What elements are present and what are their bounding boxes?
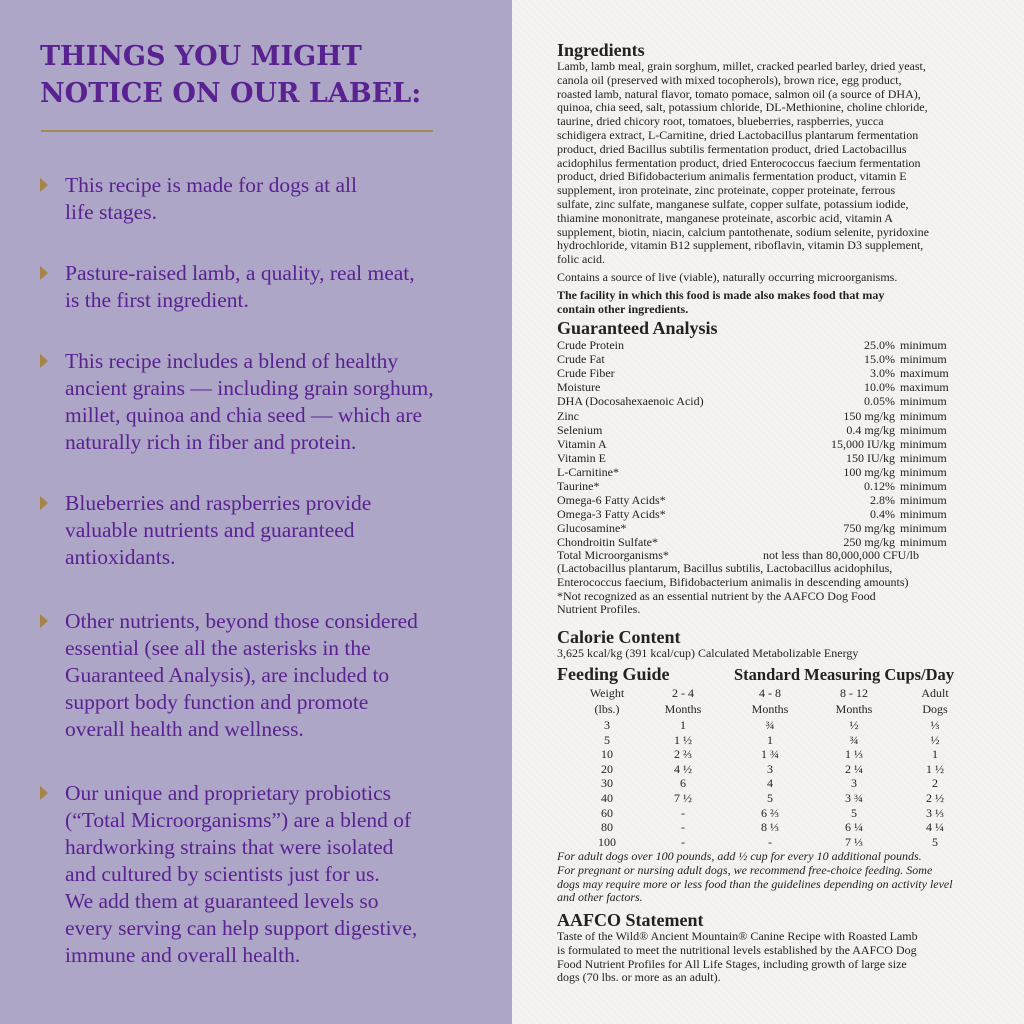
ingredients-line: hydrochloride, vitamin B12 supplement, riboflavin, vitamin D3 supplement, xyxy=(557,238,924,253)
feeding-row xyxy=(557,733,987,747)
feeding-cell: 4 ½ xyxy=(674,761,692,776)
micro-strain-line: (Lactobacillus plantarum, Bacillus subtilis, Lactobacillus acidophilus, xyxy=(557,561,893,575)
facility-line: contain other ingredients. xyxy=(557,301,689,316)
feeding-cell: 5 xyxy=(767,791,773,805)
analysis-value: 150 mg/kg xyxy=(843,408,895,423)
analysis-qual: minimum xyxy=(900,479,947,493)
feeding-header xyxy=(557,664,997,686)
feeding-cell: 1 ½ xyxy=(926,761,944,776)
bullet-item xyxy=(40,348,490,456)
analysis-name: Selenium xyxy=(557,422,603,437)
feeding-subheading: Standard Measuring Cups/Day xyxy=(734,665,955,684)
analysis-qual: minimum xyxy=(900,493,947,508)
micro-row xyxy=(557,548,997,562)
feeding-row xyxy=(557,762,987,776)
bullet-line: antioxidants. xyxy=(65,545,176,569)
feeding-cell: 7 ⅓ xyxy=(845,834,863,849)
feeding-cell: 3 ⅓ xyxy=(926,805,944,820)
feeding-cell: ¾ xyxy=(765,718,775,732)
facility-line: The facility in which this food is made also makes food that may xyxy=(557,287,885,302)
analysis-value: 25.0% xyxy=(864,338,895,352)
feeding-row xyxy=(557,718,987,732)
feeding-cell: 7 ½ xyxy=(674,791,692,805)
facility-note xyxy=(557,289,997,317)
analysis-qual: minimum xyxy=(900,507,947,522)
feeding-cell: (lbs.) xyxy=(594,702,620,716)
title-divider xyxy=(41,130,433,132)
bullet-line: Pasture-raised lamb, a quality, real meat, xyxy=(65,261,415,285)
feeding-cell: 5 xyxy=(604,732,610,747)
analysis-name: Crude Fiber xyxy=(557,366,615,381)
analysis-qual: minimum xyxy=(900,422,947,437)
footnote-line: *Not recognized as an essential nutrient by the AAFCO Dog Food xyxy=(557,588,876,603)
bullet-line: Other nutrients, beyond those considered xyxy=(65,609,418,633)
bullet-item xyxy=(40,608,490,743)
feeding-cell: 60 xyxy=(601,805,613,820)
ingredients-heading: Ingredients xyxy=(557,40,645,60)
analysis-value: 15,000 IU/kg xyxy=(831,436,895,451)
ingredients-line: product, dried Bacillus subtilis fermentation product, dried Lactobacillus xyxy=(557,141,907,156)
micro-name: Total Microorganisms* xyxy=(557,548,669,562)
bullet-line: We add them at guaranteed levels so xyxy=(65,889,379,913)
bullet-line: valuable nutrients and guaranteed xyxy=(65,518,355,542)
feeding-cell: - xyxy=(681,834,685,849)
analysis-heading: Guaranteed Analysis xyxy=(557,318,718,338)
ingredients-line: canola oil (preserved with mixed tocopherols), brown rice, egg product, xyxy=(557,72,902,87)
aafco-line: dogs (70 lbs. or more as an adult). xyxy=(557,970,721,985)
bullet-item xyxy=(40,780,490,969)
analysis-qual: minimum xyxy=(900,521,947,536)
analysis-section xyxy=(557,318,997,617)
bullet-item xyxy=(40,260,490,314)
feeding-notes xyxy=(557,850,997,905)
analysis-row xyxy=(557,423,957,437)
feeding-cell: 100 xyxy=(598,834,616,849)
bullet-line: millet, quinoa and chia seed — which are xyxy=(65,403,423,427)
analysis-value: 10.0% xyxy=(864,380,895,395)
feeding-cell: 30 xyxy=(601,776,613,791)
analysis-value: 0.4% xyxy=(870,507,895,522)
ingredients-line: taurine, dried chicory root, tomatoes, blueberries, raspberries, yucca xyxy=(557,114,884,129)
bullet-line: ancient grains — including grain sorghum, xyxy=(65,376,434,400)
analysis-table xyxy=(557,338,997,548)
feeding-cell: Months xyxy=(835,702,873,716)
feeding-row xyxy=(557,835,987,849)
ingredients-line: quinoa, chia seed, salt, potassium chloride, DL-Methionine, choline chloride, xyxy=(557,100,928,115)
feeding-cell: - xyxy=(681,805,685,820)
ingredients-section xyxy=(557,40,997,316)
feeding-cell: Months xyxy=(664,702,702,716)
feeding-cell: 1 xyxy=(767,732,773,747)
aafco-line: Food Nutrient Profiles for All Life Stages, including growth of large size xyxy=(557,956,907,971)
feeding-cell: Months xyxy=(751,702,789,716)
feeding-table xyxy=(557,686,997,854)
analysis-name: Omega-3 Fatty Acids* xyxy=(557,507,666,522)
feeding-cell: 4 xyxy=(767,776,773,791)
feeding-cell: 1 xyxy=(680,718,686,732)
analysis-value: 3.0% xyxy=(870,366,895,381)
analysis-row xyxy=(557,394,957,408)
bullet-line: every serving can help support digestive, xyxy=(65,916,418,940)
feeding-cell: 40 xyxy=(601,791,613,805)
analysis-name: Crude Fat xyxy=(557,352,605,367)
feeding-cell: - xyxy=(681,820,685,835)
analysis-row xyxy=(557,352,957,366)
analysis-qual: minimum xyxy=(900,436,947,451)
analysis-value: 750 mg/kg xyxy=(843,521,895,536)
feeding-cell: 10 xyxy=(601,747,613,762)
feeding-cell: 2 ⅔ xyxy=(674,747,692,762)
analysis-name: Vitamin E xyxy=(557,450,606,465)
feeding-row xyxy=(557,791,987,805)
feeding-row xyxy=(557,747,987,761)
analysis-name: Zinc xyxy=(557,408,579,423)
feeding-cell: 1 xyxy=(932,747,938,762)
bullet-arrow-icon xyxy=(40,266,48,280)
analysis-row xyxy=(557,465,957,479)
bullet-line: (“Total Microorganisms”) are a blend of xyxy=(65,808,412,832)
analysis-name: Taurine* xyxy=(557,479,600,493)
feeding-cell: Weight xyxy=(589,686,625,700)
bullet-line: Guaranteed Analysis), are included to xyxy=(65,663,390,687)
analysis-value: 15.0% xyxy=(864,352,895,367)
bullet-line: This recipe includes a blend of healthy xyxy=(65,349,399,373)
feeding-cell: 1 ⅓ xyxy=(845,747,863,762)
bullet-line: Our unique and proprietary probiotics xyxy=(65,781,391,805)
analysis-name: L-Carnitine* xyxy=(557,464,619,479)
micro-strains xyxy=(557,562,997,590)
ingredients-text xyxy=(557,60,997,267)
bullet-line: hardworking strains that were isolated xyxy=(65,835,394,859)
ingredients-line: sulfate, zinc sulfate, manganese sulfate, copper sulfate, potassium iodide, xyxy=(557,196,909,211)
ingredients-line: product, dried Bifidobacterium animalis fermentation product, vitamin E xyxy=(557,169,907,184)
bullet-line: overall health and wellness. xyxy=(65,717,304,741)
bullet-line: support body function and promote xyxy=(65,690,369,714)
bullet-item xyxy=(40,490,490,571)
left-title-line: NOTICE ON OUR LABEL: xyxy=(40,78,422,109)
analysis-name: Chondroitin Sulfate* xyxy=(557,535,658,550)
analysis-row xyxy=(557,409,957,423)
feeding-cell: 2 ½ xyxy=(926,791,944,805)
feeding-note-line: and other factors. xyxy=(557,890,643,905)
feeding-note-line: For adult dogs over 100 pounds, add ½ cup for every 10 additional pounds. xyxy=(557,849,922,863)
feeding-cell: 1 ¾ xyxy=(761,747,779,762)
analysis-name: Glucosamine* xyxy=(557,521,627,536)
analysis-name: Crude Protein xyxy=(557,338,624,352)
ingredients-line: supplement, iron proteinate, zinc proteinate, copper proteinate, ferrous xyxy=(557,183,896,198)
aafco-line: is formulated to meet the nutritional levels established by the AAFCO Dog xyxy=(557,942,917,957)
analysis-name: Vitamin A xyxy=(557,436,607,451)
analysis-row xyxy=(557,479,957,493)
feeding-row xyxy=(557,820,987,834)
feeding-cell: 3 xyxy=(851,776,857,791)
feeding-cell: 80 xyxy=(601,820,613,835)
micro-strain-line: Enterococcus faecium, Bifidobacterium animalis in descending amounts) xyxy=(557,574,909,589)
analysis-value: 150 IU/kg xyxy=(846,450,895,465)
feeding-cell: 2 xyxy=(932,776,938,791)
analysis-qual: maximum xyxy=(900,366,949,381)
analysis-name: Moisture xyxy=(557,380,601,395)
analysis-qual: minimum xyxy=(900,464,947,479)
feeding-cell: ½ xyxy=(849,718,859,732)
analysis-row xyxy=(557,451,957,465)
analysis-row xyxy=(557,507,957,521)
analysis-value: 0.05% xyxy=(864,394,895,409)
feeding-cell: Adult xyxy=(921,686,949,700)
feeding-cell: 3 xyxy=(767,761,773,776)
analysis-value: 0.12% xyxy=(864,479,895,493)
feeding-cell: 6 xyxy=(680,776,686,791)
feeding-header-row xyxy=(557,686,987,700)
analysis-qual: minimum xyxy=(900,450,947,465)
analysis-row xyxy=(557,521,957,535)
ingredients-line: folic acid. xyxy=(557,252,605,267)
feeding-cell: 3 xyxy=(604,718,610,732)
feeding-cell: 4 - 8 xyxy=(759,686,781,700)
feeding-row xyxy=(557,806,987,820)
calorie-text: 3,625 kcal/kg (391 kcal/cup) Calculated Metabolizable Energy xyxy=(557,646,859,660)
bullet-line: naturally rich in fiber and protein. xyxy=(65,430,357,454)
aafco-text xyxy=(557,930,997,985)
bullet-arrow-icon xyxy=(40,178,48,192)
analysis-row xyxy=(557,380,957,394)
analysis-qual: minimum xyxy=(900,394,947,409)
feeding-cell: 4 ¼ xyxy=(926,820,944,835)
bullet-line: This recipe is made for dogs at all xyxy=(65,173,357,197)
feeding-header-row xyxy=(557,702,987,716)
analysis-qual: minimum xyxy=(900,535,947,550)
left-title-line: THINGS YOU MIGHT xyxy=(40,41,362,72)
feeding-cell: 2 - 4 xyxy=(672,686,694,700)
calorie-heading: Calorie Content xyxy=(557,627,681,647)
bullet-arrow-icon xyxy=(40,786,48,800)
ingredients-line: thiamine mononitrate, manganese proteinate, ascorbic acid, vitamin A xyxy=(557,210,893,225)
analysis-value: 2.8% xyxy=(870,493,895,508)
feeding-note-line: dogs may require more or less food than the guidelines depending on activity level xyxy=(557,876,953,891)
aafco-line: Taste of the Wild® Ancient Mountain® Canine Recipe with Roasted Lamb xyxy=(557,929,918,943)
ingredients-line: Lamb, lamb meal, grain sorghum, millet, cracked pearled barley, dried yeast, xyxy=(557,59,926,73)
feeding-heading: Feeding Guide xyxy=(557,664,670,684)
feeding-cell: - xyxy=(768,834,772,849)
feeding-cell: 5 xyxy=(932,834,938,849)
feeding-cell: 6 ¼ xyxy=(845,820,863,835)
bullet-line: Blueberries and raspberries provide xyxy=(65,491,372,515)
feeding-cell: ⅓ xyxy=(930,718,940,732)
feeding-cell: ½ xyxy=(930,732,940,747)
bullet-line: life stages. xyxy=(65,200,157,224)
bullet-item xyxy=(40,172,490,226)
bullet-line: is the first ingredient. xyxy=(65,288,249,312)
aafco-heading: AAFCO Statement xyxy=(557,910,704,930)
ingredients-line: roasted lamb, natural flavor, tomato pomace, salmon oil (a source of DHA), xyxy=(557,86,921,101)
analysis-qual: minimum xyxy=(900,408,947,423)
feeding-cell: ¾ xyxy=(849,732,859,747)
probiotic-note: Contains a source of live (viable), naturally occurring microorganisms. xyxy=(557,269,898,284)
ingredients-line: acidophilus fermentation product, dried Enterococcus faecium fermentation xyxy=(557,155,921,170)
feeding-cell: Dogs xyxy=(922,702,948,716)
feeding-row xyxy=(557,776,987,790)
analysis-footnote xyxy=(557,590,997,618)
analysis-row xyxy=(557,338,957,352)
analysis-name: DHA (Docosahexaenoic Acid) xyxy=(557,394,704,409)
feeding-cell: 1 ½ xyxy=(674,732,692,747)
analysis-value: 0.4 mg/kg xyxy=(846,422,895,437)
feeding-cell: 2 ¼ xyxy=(845,761,863,776)
feeding-cell: 6 ⅔ xyxy=(761,805,779,820)
feeding-cell: 8 - 12 xyxy=(840,686,868,700)
bullet-arrow-icon xyxy=(40,354,48,368)
analysis-value: 250 mg/kg xyxy=(843,535,895,550)
footnote-line: Nutrient Profiles. xyxy=(557,602,641,617)
calorie-section xyxy=(557,627,997,661)
bullet-line: essential (see all the asterisks in the xyxy=(65,636,371,660)
analysis-qual: minimum xyxy=(900,352,947,367)
analysis-name: Omega-6 Fatty Acids* xyxy=(557,493,666,508)
analysis-value: 100 mg/kg xyxy=(843,464,895,479)
ingredients-line: supplement, biotin, niacin, calcium pantothenate, sodium selenite, pyridoxine xyxy=(557,224,929,239)
analysis-row xyxy=(557,493,957,507)
bullet-arrow-icon xyxy=(40,496,48,510)
aafco-section xyxy=(557,910,997,985)
feeding-cell: 3 ¾ xyxy=(845,791,863,805)
analysis-qual: maximum xyxy=(900,380,949,395)
analysis-qual: minimum xyxy=(900,338,947,352)
feeding-cell: 20 xyxy=(601,761,613,776)
bullet-arrow-icon xyxy=(40,614,48,628)
analysis-row xyxy=(557,366,957,380)
ingredients-line: schidigera extract, L-Carnitine, dried Lactobacillus plantarum fermentation xyxy=(557,127,919,142)
bullet-line: immune and overall health. xyxy=(65,943,301,967)
feeding-note-line: For pregnant or nursing adult dogs, we recommend free-choice feeding. Some xyxy=(557,862,933,877)
feeding-cell: 8 ⅓ xyxy=(761,820,779,835)
feeding-cell: 5 xyxy=(851,805,857,820)
bullet-line: and cultured by scientists just for us. xyxy=(65,862,380,886)
analysis-row xyxy=(557,437,957,451)
micro-value: not less than 80,000,000 CFU/lb xyxy=(763,548,920,562)
left-title xyxy=(40,38,480,112)
